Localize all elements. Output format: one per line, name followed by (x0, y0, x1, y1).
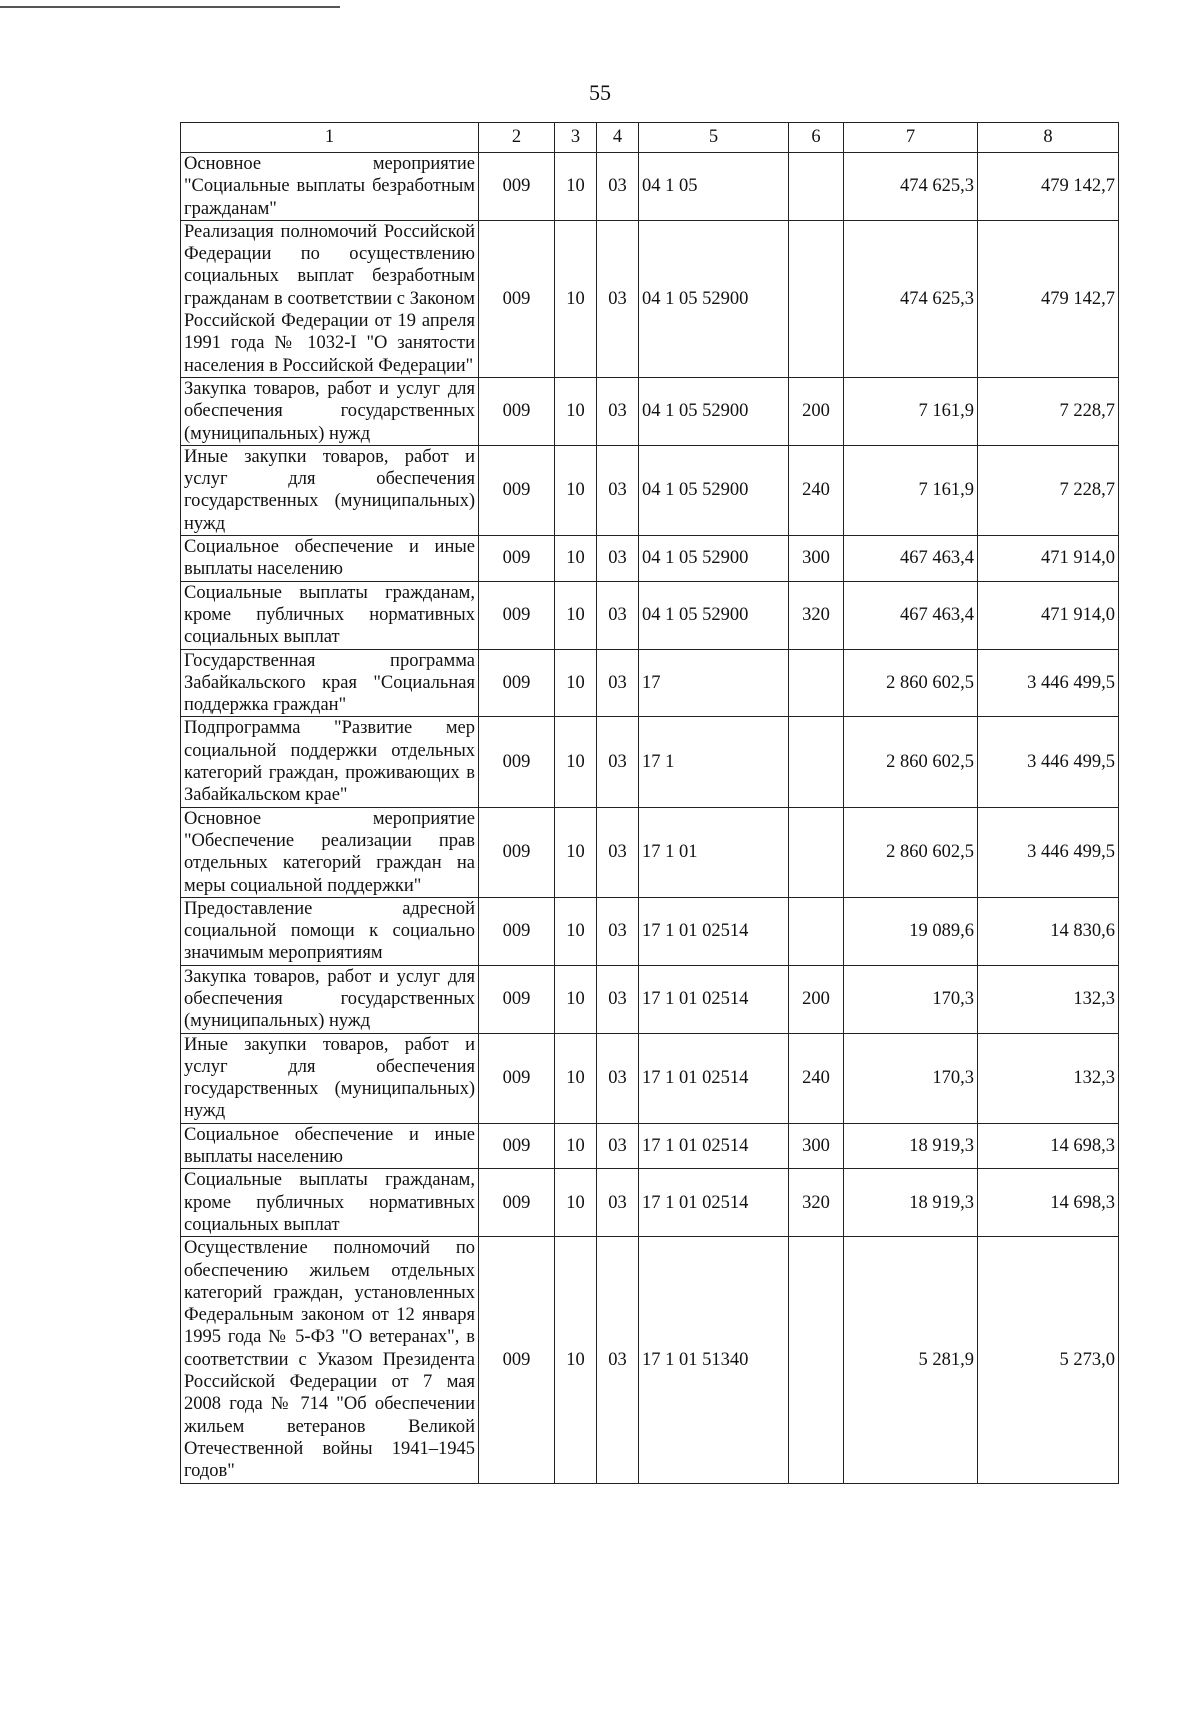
row-subsection-code: 03 (597, 965, 639, 1033)
row-grbs-code: 009 (479, 717, 555, 807)
row-amount-1: 170,3 (844, 1033, 978, 1123)
row-target-article: 04 1 05 52900 (639, 377, 789, 445)
row-expense-type (789, 807, 844, 897)
row-amount-1: 170,3 (844, 965, 978, 1033)
row-name: Осуществление полномочий по обеспечению жильем отдельных категорий граждан, установленных Федеральным законом от 12 января 1995 года № 5-ФЗ "О ветеранах", в соответствии с Указом Президента Российской Федерации от 7 мая 2008 года № 714 "Об обеспечении жильем ветеранов Великой Отечественной войны 1941–1945 годов" (181, 1237, 479, 1483)
table-row (181, 153, 1119, 221)
row-target-article: 17 1 01 02514 (639, 1169, 789, 1237)
row-subsection-code: 03 (597, 1033, 639, 1123)
row-target-article: 04 1 05 52900 (639, 581, 789, 649)
row-amount-1: 7 161,9 (844, 377, 978, 445)
row-expense-type (789, 649, 844, 717)
row-subsection-code: 03 (597, 1123, 639, 1169)
table-row (181, 717, 1119, 807)
row-amount-1: 18 919,3 (844, 1169, 978, 1237)
row-amount-2: 471 914,0 (978, 581, 1119, 649)
row-expense-type (789, 717, 844, 807)
table-row (181, 1033, 1119, 1123)
row-expense-type: 240 (789, 445, 844, 535)
row-amount-2: 132,3 (978, 1033, 1119, 1123)
row-name: Закупка товаров, работ и услуг для обеспечения государственных (муниципальных) нужд (181, 377, 479, 445)
row-subsection-code: 03 (597, 649, 639, 717)
col-header: 5 (639, 123, 789, 153)
row-amount-2: 7 228,7 (978, 445, 1119, 535)
row-section-code: 10 (555, 445, 597, 535)
row-grbs-code: 009 (479, 1123, 555, 1169)
col-header: 6 (789, 123, 844, 153)
row-section-code: 10 (555, 1123, 597, 1169)
row-target-article: 17 1 01 51340 (639, 1237, 789, 1483)
row-name: Основное мероприятие "Обеспечение реализации прав отдельных категорий граждан на меры социальной поддержки" (181, 807, 479, 897)
row-name: Предоставление адресной социальной помощи к социально значимым мероприятиям (181, 897, 479, 965)
table-row (181, 1169, 1119, 1237)
row-target-article: 04 1 05 52900 (639, 220, 789, 377)
row-target-article: 17 1 01 02514 (639, 1033, 789, 1123)
table-row (181, 581, 1119, 649)
row-subsection-code: 03 (597, 536, 639, 582)
row-section-code: 10 (555, 1033, 597, 1123)
row-name: Социальные выплаты гражданам, кроме публичных нормативных социальных выплат (181, 581, 479, 649)
row-subsection-code: 03 (597, 581, 639, 649)
row-amount-1: 18 919,3 (844, 1123, 978, 1169)
row-section-code: 10 (555, 220, 597, 377)
row-target-article: 17 1 01 02514 (639, 1123, 789, 1169)
row-grbs-code: 009 (479, 581, 555, 649)
row-name: Государственная программа Забайкальского края "Социальная поддержка граждан" (181, 649, 479, 717)
col-header: 4 (597, 123, 639, 153)
row-amount-2: 3 446 499,5 (978, 717, 1119, 807)
row-name: Социальное обеспечение и иные выплаты населению (181, 536, 479, 582)
row-target-article: 17 1 01 02514 (639, 897, 789, 965)
row-amount-2: 471 914,0 (978, 536, 1119, 582)
row-name: Основное мероприятие "Социальные выплаты безработным гражданам" (181, 153, 479, 221)
row-name: Социальные выплаты гражданам, кроме публичных нормативных социальных выплат (181, 1169, 479, 1237)
row-section-code: 10 (555, 536, 597, 582)
row-amount-2: 7 228,7 (978, 377, 1119, 445)
row-subsection-code: 03 (597, 1237, 639, 1483)
row-section-code: 10 (555, 807, 597, 897)
row-grbs-code: 009 (479, 649, 555, 717)
row-amount-1: 474 625,3 (844, 153, 978, 221)
row-amount-1: 7 161,9 (844, 445, 978, 535)
row-amount-1: 2 860 602,5 (844, 649, 978, 717)
row-target-article: 04 1 05 (639, 153, 789, 221)
row-amount-2: 3 446 499,5 (978, 649, 1119, 717)
row-target-article: 17 1 01 (639, 807, 789, 897)
row-grbs-code: 009 (479, 1237, 555, 1483)
row-section-code: 10 (555, 717, 597, 807)
col-header: 7 (844, 123, 978, 153)
row-subsection-code: 03 (597, 220, 639, 377)
row-expense-type: 320 (789, 581, 844, 649)
table-row (181, 1237, 1119, 1483)
row-amount-1: 467 463,4 (844, 536, 978, 582)
row-section-code: 10 (555, 1169, 597, 1237)
row-expense-type (789, 220, 844, 377)
row-amount-1: 2 860 602,5 (844, 717, 978, 807)
row-subsection-code: 03 (597, 445, 639, 535)
table-row (181, 536, 1119, 582)
row-expense-type (789, 1237, 844, 1483)
row-subsection-code: 03 (597, 1169, 639, 1237)
row-subsection-code: 03 (597, 807, 639, 897)
row-amount-1: 19 089,6 (844, 897, 978, 965)
row-subsection-code: 03 (597, 377, 639, 445)
row-amount-2: 3 446 499,5 (978, 807, 1119, 897)
scan-border-line (0, 6, 340, 8)
row-grbs-code: 009 (479, 377, 555, 445)
row-grbs-code: 009 (479, 965, 555, 1033)
row-target-article: 17 1 (639, 717, 789, 807)
row-name: Закупка товаров, работ и услуг для обеспечения государственных (муниципальных) нужд (181, 965, 479, 1033)
table-row (181, 897, 1119, 965)
row-grbs-code: 009 (479, 220, 555, 377)
row-amount-2: 14 830,6 (978, 897, 1119, 965)
row-section-code: 10 (555, 649, 597, 717)
row-amount-1: 2 860 602,5 (844, 807, 978, 897)
table-row (181, 649, 1119, 717)
row-name: Социальное обеспечение и иные выплаты населению (181, 1123, 479, 1169)
row-grbs-code: 009 (479, 536, 555, 582)
row-amount-1: 5 281,9 (844, 1237, 978, 1483)
row-name: Реализация полномочий Российской Федерации по осуществлению социальных выплат безработным гражданам в соответствии с Законом Российской Федерации от 19 апреля 1991 года № 1032-I "О занятости населения в Российской Федерации" (181, 220, 479, 377)
row-expense-type (789, 153, 844, 221)
row-section-code: 10 (555, 897, 597, 965)
row-grbs-code: 009 (479, 1169, 555, 1237)
row-section-code: 10 (555, 581, 597, 649)
row-amount-2: 14 698,3 (978, 1123, 1119, 1169)
row-expense-type (789, 897, 844, 965)
row-target-article: 04 1 05 52900 (639, 445, 789, 535)
row-expense-type: 320 (789, 1169, 844, 1237)
row-target-article: 04 1 05 52900 (639, 536, 789, 582)
col-header: 2 (479, 123, 555, 153)
row-name: Иные закупки товаров, работ и услуг для обеспечения государственных (муниципальных) нужд (181, 1033, 479, 1123)
row-expense-type: 200 (789, 377, 844, 445)
row-grbs-code: 009 (479, 1033, 555, 1123)
table-row (181, 377, 1119, 445)
row-grbs-code: 009 (479, 153, 555, 221)
col-header: 1 (181, 123, 479, 153)
row-name: Иные закупки товаров, работ и услуг для обеспечения государственных (муниципальных) нужд (181, 445, 479, 535)
row-expense-type: 300 (789, 536, 844, 582)
row-amount-2: 14 698,3 (978, 1169, 1119, 1237)
page-number: 55 (589, 80, 611, 105)
col-header: 3 (555, 123, 597, 153)
row-subsection-code: 03 (597, 153, 639, 221)
row-target-article: 17 1 01 02514 (639, 965, 789, 1033)
header-row (181, 123, 1119, 153)
col-header: 8 (978, 123, 1119, 153)
row-target-article: 17 (639, 649, 789, 717)
row-section-code: 10 (555, 377, 597, 445)
row-grbs-code: 009 (479, 897, 555, 965)
row-grbs-code: 009 (479, 445, 555, 535)
row-grbs-code: 009 (479, 807, 555, 897)
row-section-code: 10 (555, 1237, 597, 1483)
row-section-code: 10 (555, 965, 597, 1033)
row-expense-type: 300 (789, 1123, 844, 1169)
row-expense-type: 240 (789, 1033, 844, 1123)
row-amount-2: 132,3 (978, 965, 1119, 1033)
table-row (181, 807, 1119, 897)
table-row (181, 445, 1119, 535)
row-subsection-code: 03 (597, 897, 639, 965)
table-row (181, 965, 1119, 1033)
row-amount-1: 474 625,3 (844, 220, 978, 377)
table-row (181, 220, 1119, 377)
row-amount-2: 5 273,0 (978, 1237, 1119, 1483)
row-amount-1: 467 463,4 (844, 581, 978, 649)
row-amount-2: 479 142,7 (978, 153, 1119, 221)
row-amount-2: 479 142,7 (978, 220, 1119, 377)
row-expense-type: 200 (789, 965, 844, 1033)
row-name: Подпрограмма "Развитие мер социальной поддержки отдельных категорий граждан, проживающих в Забайкальском крае" (181, 717, 479, 807)
table-row (181, 1123, 1119, 1169)
row-subsection-code: 03 (597, 717, 639, 807)
row-section-code: 10 (555, 153, 597, 221)
budget-table (180, 122, 1119, 1484)
